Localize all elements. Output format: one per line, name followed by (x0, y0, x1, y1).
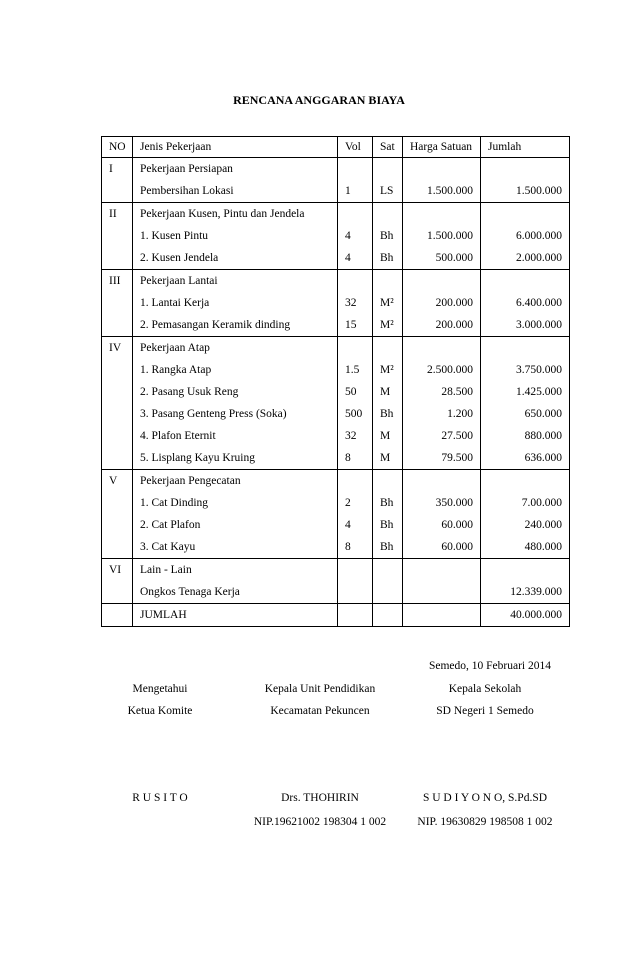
cell-no: II (102, 203, 133, 226)
cell-group-title: Pekerjaan Pengecatan (133, 470, 338, 493)
cell-harga-satuan: 28.500 (403, 381, 481, 403)
cell-sat: M² (373, 292, 403, 314)
cell-harga-satuan: 60.000 (403, 536, 481, 559)
header-jumlah: Jumlah (481, 137, 570, 158)
cell-sat: Bh (373, 536, 403, 559)
cell-no (102, 604, 133, 627)
header-harga-satuan: Harga Satuan (403, 137, 481, 158)
cell-harga-satuan: 1.200 (403, 403, 481, 425)
cell-no (102, 314, 133, 337)
cell-harga-satuan (403, 158, 481, 181)
table-row (102, 492, 570, 514)
cell-harga-satuan (403, 559, 481, 582)
cell-no (102, 247, 133, 270)
right-signer-title: SD Negeri 1 Semedo (436, 705, 534, 717)
cell-vol: 500 (338, 403, 373, 425)
table-row (102, 314, 570, 337)
middle-signer-title: Kecamatan Pekuncen (270, 705, 370, 717)
cell-sat (373, 604, 403, 627)
cell-harga-satuan (403, 604, 481, 627)
cell-jumlah: 1.425.000 (481, 381, 570, 403)
cell-group-title: Pekerjaan Atap (133, 337, 338, 360)
table-row-total (102, 604, 570, 627)
cell-vol (338, 270, 373, 293)
table-row-group-title (102, 158, 570, 181)
cell-vol: 32 (338, 292, 373, 314)
middle-signer-nip: NIP.19621002 198304 1 002 (253, 816, 387, 828)
cell-jenis-pekerjaan: Pembersihan Lokasi (133, 180, 338, 203)
cell-jenis-pekerjaan: 2. Pemasangan Keramik dinding (133, 314, 338, 337)
cell-jenis-pekerjaan: 4. Plafon Eternit (133, 425, 338, 447)
cell-no (102, 581, 133, 604)
cell-jumlah: 6.000.000 (481, 225, 570, 247)
cell-sat: M (373, 381, 403, 403)
cell-no (102, 447, 133, 470)
cell-vol: 8 (338, 536, 373, 559)
cell-vol: 4 (338, 247, 373, 270)
cell-vol: 50 (338, 381, 373, 403)
cell-vol (338, 470, 373, 493)
right-signer-nip: NIP. 19630829 198508 1 002 (417, 816, 553, 828)
cell-harga-satuan: 2.500.000 (403, 359, 481, 381)
cell-sat: M² (373, 314, 403, 337)
right-signer-role: Kepala Sekolah (448, 683, 522, 695)
cell-jumlah: 2.000.000 (481, 247, 570, 270)
total-value: 40.000.000 (481, 604, 570, 627)
table-row (102, 359, 570, 381)
cell-no (102, 180, 133, 203)
cell-jumlah: 6.400.000 (481, 292, 570, 314)
cell-vol: 32 (338, 425, 373, 447)
table-row-group-title (102, 270, 570, 293)
cell-vol: 4 (338, 225, 373, 247)
cell-vol: 1.5 (338, 359, 373, 381)
cell-vol (338, 158, 373, 181)
cell-sat: Bh (373, 247, 403, 270)
cell-harga-satuan (403, 470, 481, 493)
cell-no (102, 536, 133, 559)
cell-no: IV (102, 337, 133, 360)
place-date: Semedo, 10 Februari 2014 (428, 660, 551, 672)
cell-jenis-pekerjaan: 1. Lantai Kerja (133, 292, 338, 314)
table-row (102, 425, 570, 447)
cell-jumlah: 240.000 (481, 514, 570, 536)
cell-harga-satuan (403, 203, 481, 226)
cell-jumlah (481, 158, 570, 181)
cell-sat: M (373, 447, 403, 470)
cell-sat (373, 158, 403, 181)
cell-jumlah (481, 559, 570, 582)
cell-sat: Bh (373, 492, 403, 514)
cell-sat: M² (373, 359, 403, 381)
cell-harga-satuan: 1.500.000 (403, 180, 481, 203)
header-sat: Sat (373, 137, 403, 158)
total-label: JUMLAH (133, 604, 338, 627)
table-row (102, 180, 570, 203)
left-signer-role: Mengetahui (132, 683, 188, 695)
cell-no (102, 292, 133, 314)
cell-sat (373, 270, 403, 293)
cell-harga-satuan: 500.000 (403, 247, 481, 270)
cell-vol (338, 559, 373, 582)
left-signer-title: Ketua Komite (127, 705, 193, 717)
table-row (102, 447, 570, 470)
cell-sat (373, 337, 403, 360)
table-row-group-title (102, 559, 570, 582)
cell-vol (338, 581, 373, 604)
cell-jumlah: 480.000 (481, 536, 570, 559)
cell-group-title: Pekerjaan Kusen, Pintu dan Jendela (133, 203, 338, 226)
cell-harga-satuan (403, 581, 481, 604)
cell-jenis-pekerjaan: 3. Cat Kayu (133, 536, 338, 559)
cell-vol: 1 (338, 180, 373, 203)
cell-jumlah: 7.00.000 (481, 492, 570, 514)
cell-sat: Bh (373, 514, 403, 536)
cell-jenis-pekerjaan: Ongkos Tenaga Kerja (133, 581, 338, 604)
cell-harga-satuan: 200.000 (403, 314, 481, 337)
cell-group-title: Lain - Lain (133, 559, 338, 582)
middle-signer-role: Kepala Unit Pendidikan (264, 683, 376, 695)
table-row-group-title (102, 337, 570, 360)
header-jenis-pekerjaan: Jenis Pekerjaan (133, 137, 338, 158)
cell-vol: 8 (338, 447, 373, 470)
cell-group-title: Pekerjaan Persiapan (133, 158, 338, 181)
cell-jumlah: 880.000 (481, 425, 570, 447)
cell-jumlah: 1.500.000 (481, 180, 570, 203)
cell-sat (373, 203, 403, 226)
cell-jumlah: 650.000 (481, 403, 570, 425)
right-signer-name: S U D I Y O N O, S.Pd.SD (422, 792, 548, 804)
cell-jenis-pekerjaan: 2. Pasang Usuk Reng (133, 381, 338, 403)
cell-no: VI (102, 559, 133, 582)
cell-harga-satuan: 200.000 (403, 292, 481, 314)
cell-jenis-pekerjaan: 3. Pasang Genteng Press (Soka) (133, 403, 338, 425)
cell-harga-satuan: 79.500 (403, 447, 481, 470)
cell-jumlah (481, 270, 570, 293)
cell-harga-satuan: 1.500.000 (403, 225, 481, 247)
cell-jumlah (481, 470, 570, 493)
table-row (102, 403, 570, 425)
header-vol: Vol (338, 137, 373, 158)
cell-sat (373, 470, 403, 493)
cell-harga-satuan: 350.000 (403, 492, 481, 514)
cell-no: V (102, 470, 133, 493)
cell-jenis-pekerjaan: 1. Cat Dinding (133, 492, 338, 514)
cell-no (102, 381, 133, 403)
cell-harga-satuan (403, 337, 481, 360)
cell-vol: 4 (338, 514, 373, 536)
cell-jenis-pekerjaan: 5. Lisplang Kayu Kruing (133, 447, 338, 470)
cell-sat: LS (373, 180, 403, 203)
table-header-row (102, 137, 570, 158)
cell-harga-satuan: 60.000 (403, 514, 481, 536)
left-signer-name: R U S I T O (132, 792, 188, 804)
cell-sat (373, 559, 403, 582)
cell-jumlah: 636.000 (481, 447, 570, 470)
cell-group-title: Pekerjaan Lantai (133, 270, 338, 293)
cell-no (102, 359, 133, 381)
cell-no (102, 425, 133, 447)
cell-vol: 15 (338, 314, 373, 337)
cell-sat: M (373, 425, 403, 447)
cell-no (102, 492, 133, 514)
table-row (102, 381, 570, 403)
cell-jenis-pekerjaan: 2. Cat Plafon (133, 514, 338, 536)
middle-signer-name: Drs. THOHIRIN (281, 792, 359, 804)
table-row (102, 292, 570, 314)
cell-jumlah (481, 337, 570, 360)
cell-no: III (102, 270, 133, 293)
cell-sat: Bh (373, 403, 403, 425)
cell-jumlah: 3.750.000 (481, 359, 570, 381)
cell-jumlah: 12.339.000 (481, 581, 570, 604)
cell-no (102, 225, 133, 247)
cell-sat: Bh (373, 225, 403, 247)
table-row (102, 247, 570, 270)
table-row (102, 536, 570, 559)
cell-jenis-pekerjaan: 1. Rangka Atap (133, 359, 338, 381)
table-body (102, 158, 570, 627)
cell-harga-satuan: 27.500 (403, 425, 481, 447)
cell-harga-satuan (403, 270, 481, 293)
cell-no (102, 403, 133, 425)
cell-sat (373, 581, 403, 604)
cell-no (102, 514, 133, 536)
table-row (102, 581, 570, 604)
cell-vol: 2 (338, 492, 373, 514)
cell-jumlah (481, 203, 570, 226)
cell-no: I (102, 158, 133, 181)
cell-jenis-pekerjaan: 2. Kusen Jendela (133, 247, 338, 270)
document-title: RENCANA ANGGARAN BIAYA (233, 93, 405, 107)
table-row (102, 514, 570, 536)
cell-vol (338, 604, 373, 627)
cell-jenis-pekerjaan: 1. Kusen Pintu (133, 225, 338, 247)
cell-vol (338, 203, 373, 226)
table-row (102, 225, 570, 247)
header-no: NO (102, 137, 133, 158)
budget-table (101, 136, 570, 627)
cell-jumlah: 3.000.000 (481, 314, 570, 337)
table-row-group-title (102, 470, 570, 493)
cell-vol (338, 337, 373, 360)
table-row-group-title (102, 203, 570, 226)
